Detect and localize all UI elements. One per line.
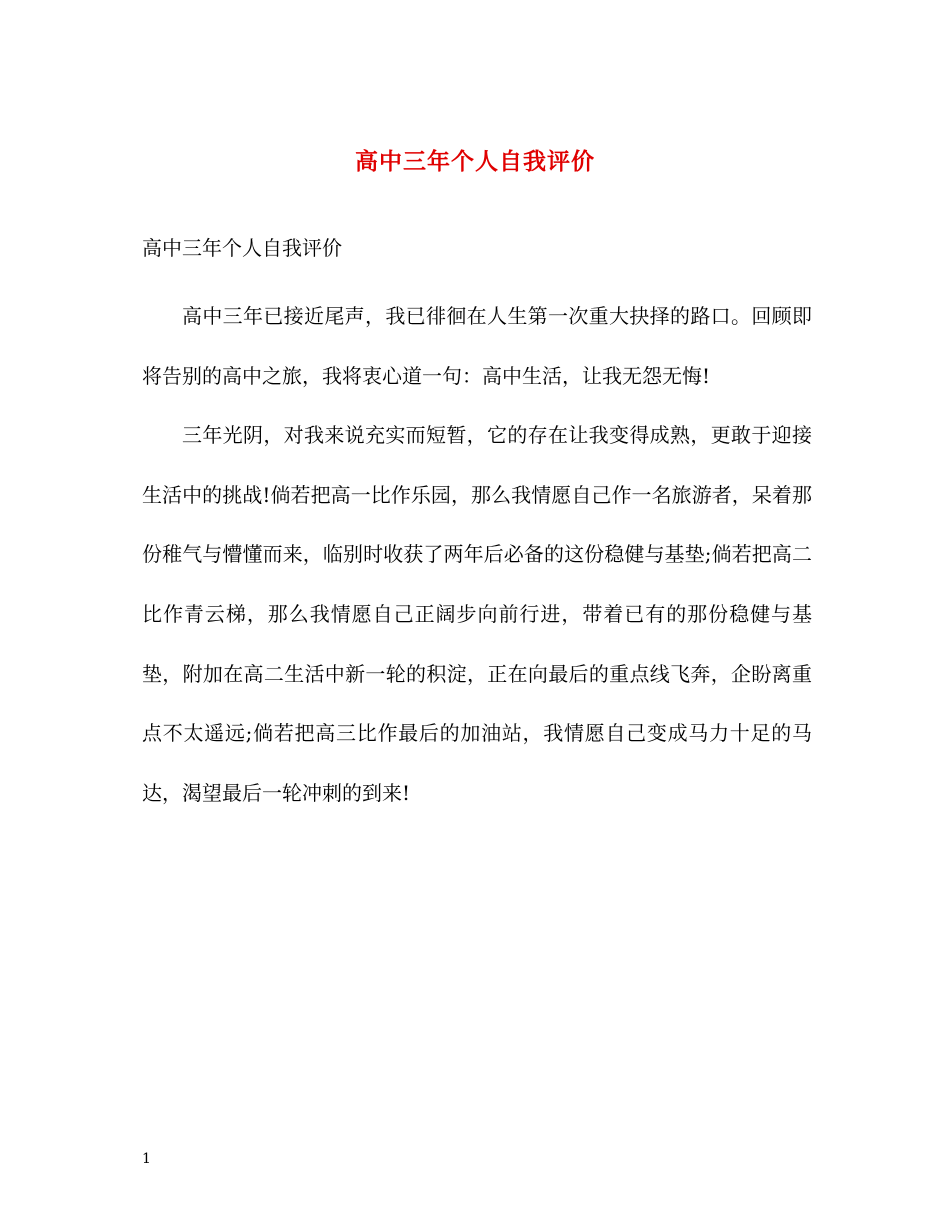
document-body (142, 287, 812, 823)
paragraph: 三年光阴，对我来说充实而短暂，它的存在让我变得成熟，更敢于迎接生活中的挑战!倘若把高一比作乐园，那么我情愿自己作一名旅游者，呆着那份稚气与懵懂而来，临别时收获了两年后必备的这份稳健与基垫;倘若把高二比作青云梯，那么我情愿自己正阔步向前行进，带着已有的那份稳健与基垫，附加在高二生活中新一轮的积淀，正在向最后的重点线飞奔，企盼离重点不太遥远;倘若把高三比作最后的加油站，我情愿自己变成马力十足的马达，渴望最后一轮冲刺的到来! (142, 423, 812, 805)
paragraph: 高中三年已接近尾声，我已徘徊在人生第一次重大抉择的路口。回顾即将告别的高中之旅，我将衷心道一句：高中生活，让我无怨无悔! (142, 304, 812, 388)
document-title: 高中三年个人自我评价 (355, 148, 595, 175)
document-subtitle: 高中三年个人自我评价 (142, 236, 342, 260)
page-number: 1 (142, 1151, 151, 1167)
